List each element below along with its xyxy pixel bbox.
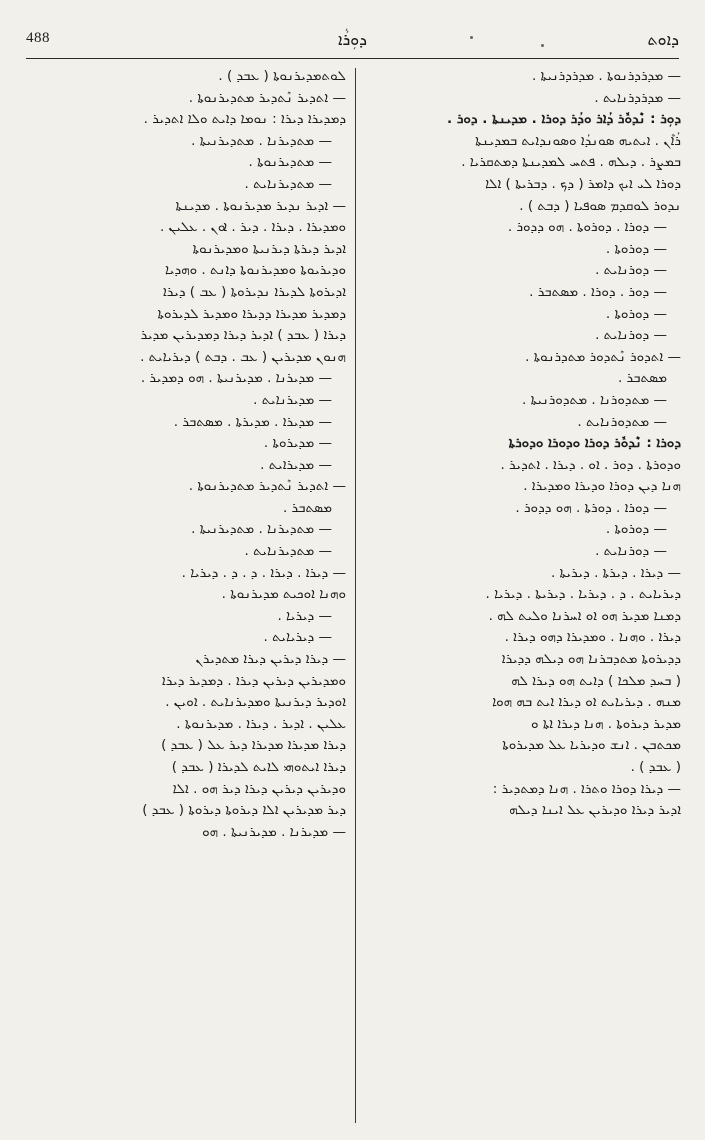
left-column-line: — ܡܕܝܪܐ . ܡܕܝܪܬܐ . ܡܣܬܒܪ .: [173, 413, 332, 430]
right-column-line: ܕܕܝܪܘܬܐ ܡܬܕܒܪܢܐ ܗܘ ܕܝܠܗ ܕܕܝܪܐ: [501, 651, 681, 668]
left-column-line: — ܡܕܝܪܢܐ . ܡܕܝܪܢܝܬܐ . ܗܘ ܕܡܕܝܪ .: [140, 370, 332, 387]
right-column-line: — ܕܘܪ . ܕܘܪܐ . ܡܣܬܒܪ .: [529, 283, 667, 300]
right-column-line: ܕܝܪܐ . ܘܗܢܐ . ܘܡܕܝܪܐ ܕܗܘ ܕܝܪܐ .: [504, 629, 681, 646]
left-column-line: ܕܝܪܐ ( ܥܒܕ ) ܐܕܝܪ ܕܝܪܐ ܕܡܕܝܪܝܢ ܡܕܝܪ: [140, 327, 346, 344]
right-column-line: — ܕܘܪܢܐܝܬ .: [595, 327, 667, 344]
left-column-line: — ܡܕܝܪܐܝܬ .: [260, 456, 332, 473]
left-column-line: ܕܡܕܝܪ ܡܕܝܪܐ ܕܕܝܪܐ ܘܡܕܝܪ ܠܕܝܪܘܬܐ: [157, 305, 346, 322]
right-column-line: — ܕܝܪܐ ܕܘܪܐ ܘܬܪܐ . ܗܢܐ ܕܡܬܕܝܪ :: [492, 780, 681, 797]
right-column-line: ( ܒܚܕ ܡܠܟܐ ) ܕܐܝܬ ܗܘ ܕܝܪܐ ܠܗ: [511, 672, 681, 689]
print-speck: [470, 36, 473, 39]
left-column-line: — ܐܕܝܪ ܢܕܝܪ ܡܕܝܪܢܘܬܐ . ܡܕܝܢܬܐ: [175, 197, 346, 214]
entry-headword-line: ܕܘܼܪ : ܢܶܕܘܽܪ ܕܳܐܪ ܘܕܳܪ ܕܘܪܐ . ܡܕܝܢܬܐ . ܕܘܪ .: [446, 111, 681, 128]
running-head-right: ܕܐܘܬ: [647, 30, 679, 49]
left-column-line: — ܐܬܕܝܪ ܢܶܬܕܝܪ ܡܬܕܝܪܢܘܬܐ .: [188, 89, 346, 106]
left-column-line: ܗܢܘܢ ܡܕܝܪܝܢ ( ܥܒ . ܕܒܬ ) ܕܝܪܝܐܝܬ .: [140, 348, 346, 365]
left-column-line: — ܡܬܕܝܪܢܘܬܐ .: [248, 154, 332, 171]
left-column-line: — ܡܕܝܪܘܬܐ .: [263, 435, 332, 452]
header-rule: [26, 58, 679, 59]
left-column-line: — ܡܬܕܝܪܢܐܝܬ .: [244, 175, 332, 192]
right-column-line: — ܕܝܪܐ . ܕܝܪܬܐ . ܕܝܪܝܬܐ .: [550, 564, 681, 581]
left-column-line: ܘܡܕܝܪܝܢ ܕܝܪܝܢ ܕܝܪܐ . ܕܡܕܝܪ ܕܝܪܐ: [161, 672, 346, 689]
right-column-line: — ܡܕܪܕܪܢܐܝܬ .: [594, 89, 681, 106]
right-column-line: — ܐܬܕܘܪ ܢܶܬܕܘܪ ܡܬܕܪܢܘܬܐ .: [525, 348, 681, 365]
entry-headword-line: ܕܘܪܐ : ܢܶܕܘܽܪ ܕܘܪܐ ܘܕܘܪܐ ܘܕܘܪܬܐ: [508, 435, 681, 452]
left-column-line: — ܡܬܕܝܪܢܐ . ܡܬܕܝܪܢܝܬܐ .: [191, 521, 332, 538]
right-column-line: — ܕܘܪܘܬܐ .: [605, 521, 667, 538]
right-column-line: ܢܕܘܪ ܠܘܩܕܡ ܣܘܦܝܐ ( ܕܒܬ ) .: [519, 197, 681, 214]
right-column-line: ܕܡܢܐ ܡܕܝܪ ܗܘ ܐܘ ܐܚܪܢܐ ܘܠܝܬ ܠܗ .: [488, 607, 681, 624]
left-column-line: — ܡܬܕܝܪܢܐܝܬ .: [244, 543, 332, 560]
right-column-line: — ܕܘܪܘܬܐ .: [605, 240, 667, 257]
left-column-line: — ܕܝܪܐ ܕܝܪܝܢ ܕܝܪܐ ܡܬܕܝܪܢ: [195, 651, 346, 668]
left-column-line: ܘܡܕܝܪܐ . ܕܝܪܐ . ܕܝܪ . ܐܘܢ . ܥܠܝܢ .: [159, 219, 346, 236]
left-column-line: — ܕܝܪܐ . ܕܝܪܐ . ܕ . ܕ . ܕܝܪܝܐ .: [181, 564, 346, 581]
right-column-line: ܡܣܬܒܪ .: [617, 370, 667, 387]
left-column-line: ܘܕܝܪܝܘܬܐ ܘܡܕܝܪܢܘܬܐ ܕܐܢܬ . ܘܗܕܝܐ: [165, 262, 346, 279]
left-column-line: ܥܠܝܢ . ܐܕܝܪ . ܕܝܪܐ . ܡܕܝܪܢܘܬܐ .: [176, 715, 346, 732]
left-column-line: — ܕܝܪܝܐ .: [277, 607, 332, 624]
left-column-line: ܐܕܝܪܘܬܐ ܠܕܝܪܐ ܢܕܝܪܘܬܐ ( ܥܒ ) ܕܝܪܐ: [163, 283, 346, 300]
right-column-line: ܕܝܪܝܐܝܬ . ܕ . ܕܝܪܝܐ . ܕܝܪܝܬܐ . ܕܝܪܝܐ .: [485, 586, 681, 603]
right-column-line: — ܕܘܪܘܬܐ .: [605, 305, 667, 322]
right-column: [365, 66, 681, 1116]
right-column-line: — ܕܘܪܐ . ܕܘܪܬܐ . ܗܘ ܕܕܘܪ .: [515, 499, 667, 516]
left-column-line: ܡܣܬܒܪ .: [282, 499, 332, 516]
right-column-line: — ܡܬܕܘܪܢܐܝܬ .: [577, 413, 667, 430]
left-column-line: — ܕܝܪܝܐܝܬ .: [263, 629, 332, 646]
left-column-line: — ܐܬܕܝܪ ܢܶܬܕܝܪ ܡܬܕܝܪܢܘܬܐ .: [188, 478, 346, 495]
left-column-line: — ܡܬܕܝܪܢܐ . ܡܬܕܝܪܢܝܬܐ .: [191, 132, 332, 149]
print-speck: [541, 44, 544, 47]
right-column-line: — ܕܘܪܢܐܝܬ .: [595, 543, 667, 560]
left-column-line: ܕܝܪܐ ܡܕܝܪܐ ܡܕܝܪܐ ܕܝܪ ܥܠ ( ܥܒܕ ): [161, 737, 346, 754]
right-column-line: ܘܕܘܪܬܐ . ܕܘܪ . ܐܘ . ܕܝܪܐ . ܐܬܕܝܪ .: [500, 456, 681, 473]
right-column-line: ܡܢܗ . ܕܝܪܝܐܝܬ ܐܘ ܕܝܪܐ ܐܝܬ ܒܗ ܗܘܐ: [492, 694, 681, 711]
right-column-line: ܡܟܬܒܢ . ܐܢܫ ܘܕܝܪܝܐ ܥܠ ܡܕܝܪܘܬܐ: [502, 737, 681, 754]
left-column-line: ܕܝܪܐ ܐܝܬܘܗܝ ܠܐܝܬ ܠܕܝܪܐ ( ܥܒܕ ): [171, 759, 346, 775]
right-column-line: ܕܘܪܐ ܠܝ ܐܝܟ ܕܐܡܪ ( ܕܟ . ܕܒܪܝܬܐ ) ܐܠܐ: [485, 175, 681, 192]
right-column-line: ܐܕܝܪ ܕܝܪܐ ܘܕܝܪܝܢ ܥܠ ܐܝܢܐ ܕܝܠܗ: [509, 802, 681, 819]
column-divider: [355, 68, 356, 1123]
left-column-line: ܐܕܝܪ ܕܝܪܬܐ ܕܝܪܢܝܬܐ ܘܡܕܝܪܢܘܬܐ: [192, 240, 346, 257]
page-header: [26, 30, 679, 56]
right-column-line: ܪܳܐܶܢ . ܐܝܬܝܗ ܣܘܢܕܳܐ ܘܣܘܢܕܐܝܬ ܒܡܕܝܢܬܐ: [475, 132, 681, 149]
right-column-line: — ܕܘܪܢܐܝܬ .: [595, 262, 667, 279]
left-column-line: — ܡܕܝܪܢܐܝܬ .: [253, 391, 332, 408]
left-column-line: ܐܘܕܝܪ ܕܝܪܢܝܬܐ ܘܡܕܝܪܢܐܝܬ . ܐܘܝܢ .: [165, 694, 346, 711]
left-column: [24, 66, 346, 1116]
page-number: 488: [26, 30, 50, 46]
left-column-line: ܕܝܪ ܡܕܝܪܝܢ ܐܠܐ ܕܝܪܘܬܐ ܕܝܪܘܬܐ ( ܥܒܕ ): [142, 802, 346, 819]
left-column-line: ܕܡܕܝܪܐ ܕܝܪܐ : ܢܘܡܐ ܕܐܝܬ ܘܠܐ ܐܬܕܝܪ .: [143, 111, 346, 128]
right-column-line: ܗܢܐ ܕܝܢ ܕܘܪܐ ܘܕܝܪܐ ܘܡܕܝܪܐ .: [523, 478, 681, 495]
right-column-line: — ܡܕܪܕܪܢܘܬܐ . ܡܕܪܕܪܢܝܬܐ .: [531, 68, 681, 84]
right-column-line: ܒܡܨܪ . ܕܝܠܗ . ܦܬܚ ܠܡܕܝܢܬܐ ܕܡܬܩܪܝܐ .: [461, 154, 681, 171]
left-column-line: ܘܗܢܐ ܐܘܟܝܬ ܡܕܝܪܢܘܬܐ .: [221, 586, 346, 603]
right-column-line: ܡܕܝܪ ܕܝܪܘܬܐ . ܗܢܐ ܕܝܪܐ ܐܬܐ ܘ: [531, 715, 681, 732]
left-column-line: ܠܘܬܡܕܝܪܢܘܬܐ ( ܥܒܕ ) .: [218, 68, 346, 84]
left-column-line: — ܡܕܝܪܢܐ . ܡܕܝܪܢܝܬܐ . ܗܘ: [202, 823, 346, 840]
right-column-line: ( ܥܒܕ ) .: [630, 759, 681, 775]
right-column-line: — ܡܬܕܘܪܢܐ . ܡܬܕܘܪܢܝܬܐ .: [522, 391, 667, 408]
running-head-center: ܕܘܼܪܵܐ: [337, 30, 368, 49]
left-column-line: ܘܕܝܪܝܢ ܕܝܪܝܢ ܕܝܪܐ ܕܝܪ ܗܘ . ܐܠܐ: [172, 780, 346, 797]
right-column-line: — ܕܘܪܐ . ܕܘܪܘܬܐ . ܗܘ ܕܕܘܪ .: [507, 219, 667, 236]
